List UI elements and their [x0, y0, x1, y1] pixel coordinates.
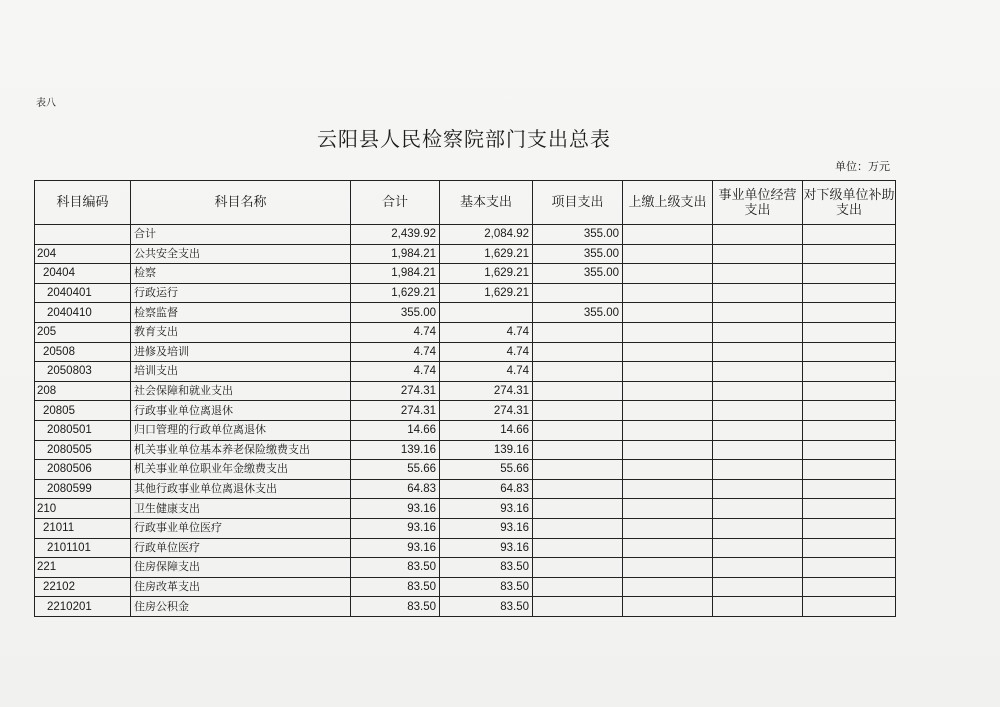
row-code: 2080506: [35, 460, 131, 480]
row-code: [35, 225, 131, 245]
row-subsidy-lower: [803, 283, 896, 303]
row-total: 64.83: [351, 479, 440, 499]
row-subsidy-lower: [803, 499, 896, 519]
table-row: [35, 322, 896, 342]
row-total: 1,984.21: [351, 244, 440, 264]
row-business-expense: [713, 264, 803, 284]
row-remit-upper: [623, 479, 713, 499]
row-remit-upper: [623, 225, 713, 245]
table-row: [35, 518, 896, 538]
table-row: [35, 440, 896, 460]
row-total: 1,629.21: [351, 283, 440, 303]
table-row: [35, 401, 896, 421]
row-subsidy-lower: [803, 440, 896, 460]
row-basic: 93.16: [440, 518, 533, 538]
row-project: [533, 577, 623, 597]
row-project: [533, 381, 623, 401]
row-total: 4.74: [351, 322, 440, 342]
row-business-expense: [713, 499, 803, 519]
row-subsidy-lower: [803, 401, 896, 421]
table-row: [35, 460, 896, 480]
row-business-expense: [713, 479, 803, 499]
row-total: 4.74: [351, 342, 440, 362]
table-row: [35, 225, 896, 245]
row-project: [533, 460, 623, 480]
row-business-expense: [713, 538, 803, 558]
row-basic: 83.50: [440, 577, 533, 597]
header-basic: 基本支出: [440, 181, 533, 225]
row-name: 机关事业单位职业年金缴费支出: [131, 460, 351, 480]
row-basic: 83.50: [440, 558, 533, 578]
row-project: [533, 440, 623, 460]
row-project: [533, 597, 623, 617]
row-basic: 55.66: [440, 460, 533, 480]
row-subsidy-lower: [803, 538, 896, 558]
table-row: [35, 283, 896, 303]
row-remit-upper: [623, 401, 713, 421]
table-row: [35, 381, 896, 401]
row-remit-upper: [623, 597, 713, 617]
row-remit-upper: [623, 440, 713, 460]
row-basic: 274.31: [440, 381, 533, 401]
row-code: 2080501: [35, 420, 131, 440]
row-basic: 139.16: [440, 440, 533, 460]
row-total: 93.16: [351, 518, 440, 538]
row-subsidy-lower: [803, 381, 896, 401]
header-business-expense: 事业单位经营支出: [713, 181, 803, 225]
row-remit-upper: [623, 460, 713, 480]
row-remit-upper: [623, 420, 713, 440]
row-code: 20805: [35, 401, 131, 421]
row-total: 93.16: [351, 499, 440, 519]
header-name: 科目名称: [131, 181, 351, 225]
row-basic: 1,629.21: [440, 264, 533, 284]
document-title: 云阳县人民检察院部门支出总表: [317, 127, 611, 151]
row-business-expense: [713, 244, 803, 264]
row-code: 210: [35, 499, 131, 519]
row-name: 行政运行: [131, 283, 351, 303]
row-name: 进修及培训: [131, 342, 351, 362]
row-subsidy-lower: [803, 479, 896, 499]
table-row: [35, 303, 896, 323]
row-remit-upper: [623, 244, 713, 264]
row-business-expense: [713, 303, 803, 323]
row-name: 检察: [131, 264, 351, 284]
row-basic: 14.66: [440, 420, 533, 440]
row-code: 22102: [35, 577, 131, 597]
row-basic: 83.50: [440, 597, 533, 617]
expenditure-table: [34, 180, 896, 617]
header-project: 项目支出: [533, 181, 623, 225]
row-remit-upper: [623, 558, 713, 578]
row-basic: 274.31: [440, 401, 533, 421]
row-total: 274.31: [351, 381, 440, 401]
row-code: 2040410: [35, 303, 131, 323]
row-total: 83.50: [351, 558, 440, 578]
table-row: [35, 244, 896, 264]
row-total: 355.00: [351, 303, 440, 323]
row-basic: [440, 303, 533, 323]
row-remit-upper: [623, 322, 713, 342]
row-remit-upper: [623, 518, 713, 538]
row-name: 住房公积金: [131, 597, 351, 617]
row-remit-upper: [623, 362, 713, 382]
row-basic: 1,629.21: [440, 283, 533, 303]
row-name: 培训支出: [131, 362, 351, 382]
row-code: 20404: [35, 264, 131, 284]
row-subsidy-lower: [803, 264, 896, 284]
row-total: 4.74: [351, 362, 440, 382]
row-subsidy-lower: [803, 322, 896, 342]
row-business-expense: [713, 362, 803, 382]
row-project: 355.00: [533, 244, 623, 264]
table-row: [35, 597, 896, 617]
row-total: 83.50: [351, 597, 440, 617]
row-code: 2050803: [35, 362, 131, 382]
row-project: [533, 479, 623, 499]
row-basic: 4.74: [440, 322, 533, 342]
row-project: [533, 401, 623, 421]
table-row: [35, 577, 896, 597]
table-label: 表八: [36, 98, 56, 109]
row-business-expense: [713, 381, 803, 401]
row-basic: 64.83: [440, 479, 533, 499]
row-project: 355.00: [533, 225, 623, 245]
row-basic: 1,629.21: [440, 244, 533, 264]
row-subsidy-lower: [803, 597, 896, 617]
row-total: 93.16: [351, 538, 440, 558]
unit-label: 单位：万元: [835, 160, 890, 173]
header-row: [35, 181, 896, 225]
row-subsidy-lower: [803, 558, 896, 578]
header-total: 合计: [351, 181, 440, 225]
row-remit-upper: [623, 499, 713, 519]
row-name: 合计: [131, 225, 351, 245]
row-subsidy-lower: [803, 303, 896, 323]
row-business-expense: [713, 401, 803, 421]
row-project: 355.00: [533, 303, 623, 323]
row-basic: 93.16: [440, 538, 533, 558]
row-business-expense: [713, 577, 803, 597]
header-code: 科目编码: [35, 181, 131, 225]
row-code: 205: [35, 322, 131, 342]
row-code: 208: [35, 381, 131, 401]
row-business-expense: [713, 322, 803, 342]
table-row: [35, 558, 896, 578]
table-row: [35, 362, 896, 382]
row-remit-upper: [623, 342, 713, 362]
row-subsidy-lower: [803, 577, 896, 597]
row-total: 14.66: [351, 420, 440, 440]
row-remit-upper: [623, 577, 713, 597]
row-remit-upper: [623, 538, 713, 558]
row-remit-upper: [623, 283, 713, 303]
row-business-expense: [713, 342, 803, 362]
row-subsidy-lower: [803, 362, 896, 382]
row-subsidy-lower: [803, 225, 896, 245]
row-business-expense: [713, 440, 803, 460]
row-code: 204: [35, 244, 131, 264]
row-basic: 2,084.92: [440, 225, 533, 245]
row-project: [533, 499, 623, 519]
table-body: [35, 225, 896, 617]
row-code: 2040401: [35, 283, 131, 303]
row-name: 住房保障支出: [131, 558, 351, 578]
row-name: 检察监督: [131, 303, 351, 323]
row-project: [533, 283, 623, 303]
row-code: 221: [35, 558, 131, 578]
table-row: [35, 479, 896, 499]
row-name: 机关事业单位基本养老保险缴费支出: [131, 440, 351, 460]
row-project: [533, 538, 623, 558]
row-business-expense: [713, 558, 803, 578]
row-name: 行政单位医疗: [131, 538, 351, 558]
table-row: [35, 342, 896, 362]
row-name: 归口管理的行政单位离退休: [131, 420, 351, 440]
header-remit-upper: 上缴上级支出: [623, 181, 713, 225]
row-subsidy-lower: [803, 342, 896, 362]
row-name: 其他行政事业单位离退休支出: [131, 479, 351, 499]
row-code: 20508: [35, 342, 131, 362]
row-code: 2101101: [35, 538, 131, 558]
row-code: 2080599: [35, 479, 131, 499]
row-business-expense: [713, 225, 803, 245]
row-subsidy-lower: [803, 420, 896, 440]
row-subsidy-lower: [803, 518, 896, 538]
row-remit-upper: [623, 303, 713, 323]
row-project: 355.00: [533, 264, 623, 284]
row-remit-upper: [623, 381, 713, 401]
table-row: [35, 538, 896, 558]
row-project: [533, 420, 623, 440]
row-code: 2080505: [35, 440, 131, 460]
row-total: 1,984.21: [351, 264, 440, 284]
row-project: [533, 362, 623, 382]
row-code: 21011: [35, 518, 131, 538]
row-name: 卫生健康支出: [131, 499, 351, 519]
row-total: 83.50: [351, 577, 440, 597]
row-business-expense: [713, 460, 803, 480]
row-business-expense: [713, 283, 803, 303]
table-row: [35, 499, 896, 519]
row-business-expense: [713, 518, 803, 538]
row-remit-upper: [623, 264, 713, 284]
row-project: [533, 342, 623, 362]
row-name: 教育支出: [131, 322, 351, 342]
row-project: [533, 322, 623, 342]
row-subsidy-lower: [803, 460, 896, 480]
row-total: 2,439.92: [351, 225, 440, 245]
row-name: 社会保障和就业支出: [131, 381, 351, 401]
row-basic: 4.74: [440, 362, 533, 382]
row-basic: 93.16: [440, 499, 533, 519]
row-name: 行政事业单位医疗: [131, 518, 351, 538]
header-subsidy-lower: 对下级单位补助支出: [803, 181, 896, 225]
row-project: [533, 518, 623, 538]
row-total: 139.16: [351, 440, 440, 460]
row-business-expense: [713, 420, 803, 440]
row-name: 住房改革支出: [131, 577, 351, 597]
row-total: 274.31: [351, 401, 440, 421]
row-project: [533, 558, 623, 578]
row-name: 行政事业单位离退休: [131, 401, 351, 421]
row-business-expense: [713, 597, 803, 617]
table-row: [35, 264, 896, 284]
row-name: 公共安全支出: [131, 244, 351, 264]
row-subsidy-lower: [803, 244, 896, 264]
row-basic: 4.74: [440, 342, 533, 362]
row-total: 55.66: [351, 460, 440, 480]
table-row: [35, 420, 896, 440]
row-code: 2210201: [35, 597, 131, 617]
